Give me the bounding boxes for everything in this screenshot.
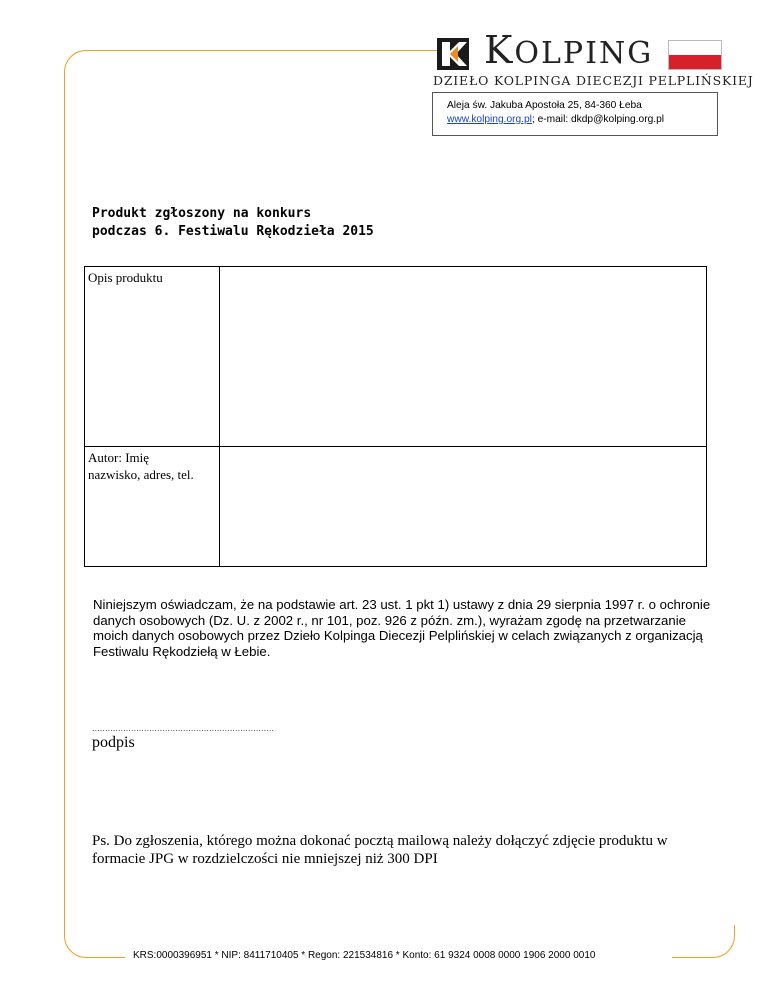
decorative-frame-left — [64, 88, 65, 928]
product-description-field[interactable] — [220, 267, 707, 447]
address-box — [432, 92, 718, 136]
website-link[interactable]: www.kolping.org.pl — [447, 114, 532, 125]
postscript-note: Ps. Do zgłoszenia, którego można dokonać pocztą mailową należy dołączyć zdjęcie produktu w formacie JPG w rozdzielczości nie mniejszej niż 300 DPI — [92, 833, 668, 867]
product-description-label: Opis produktu — [85, 267, 220, 447]
consent-statement: Niniejszym oświadczam, że na podstawie art. 23 ust. 1 pkt 1) ustawy z dnia 29 sierpnia 1997 r. o ochronie danych osobowych (Dz. U. z 2002 r., nr 101, poz. 926 z późn. zm.), wyrażam zgodę na przetwarzanie moich danych osobowych przez Dzieło Kolpinga Diecezji Pelplińskiej w celach związanych z organizacją Festiwalu Rękodziełą w Łebie. — [93, 597, 711, 659]
author-field[interactable] — [220, 447, 707, 567]
logo-wordmark: KOLPING — [484, 28, 654, 72]
decorative-frame-bottom-right — [672, 925, 735, 958]
decorative-frame-top — [64, 50, 445, 91]
product-description-row — [85, 267, 707, 447]
signature-label: podpis — [92, 734, 135, 751]
entry-form-table — [84, 266, 707, 567]
page-title — [92, 205, 374, 241]
organization-name: DZIEŁO KOLPINGA DIECEZJI PELPLIŃSKIEJ — [433, 73, 754, 88]
address-line: Aleja św. Jakuba Apostoła 25, 84-360 Łeba — [447, 100, 642, 111]
footer-registration-info: KRS:0000396951 * NIP: 8411710405 * Regon: 221534816 * Konto: 61 9324 0008 0000 1906 2000 0010 — [133, 950, 596, 961]
title-line-1: Produkt zgłoszony na konkurs — [92, 206, 312, 221]
kolping-logo-icon — [437, 38, 469, 70]
title-line-2: podczas 6. Festiwalu Rękodzieła 2015 — [92, 224, 374, 239]
author-row — [85, 447, 707, 567]
signature-line: ...................................................................... — [92, 723, 275, 733]
email-text: ; e-mail: dkdp@kolping.org.pl — [531, 114, 665, 125]
decorative-frame-bottom-left — [64, 925, 125, 958]
polish-flag-icon — [668, 40, 722, 70]
author-label: Autor: Imię nazwisko, adres, tel. — [85, 447, 220, 567]
